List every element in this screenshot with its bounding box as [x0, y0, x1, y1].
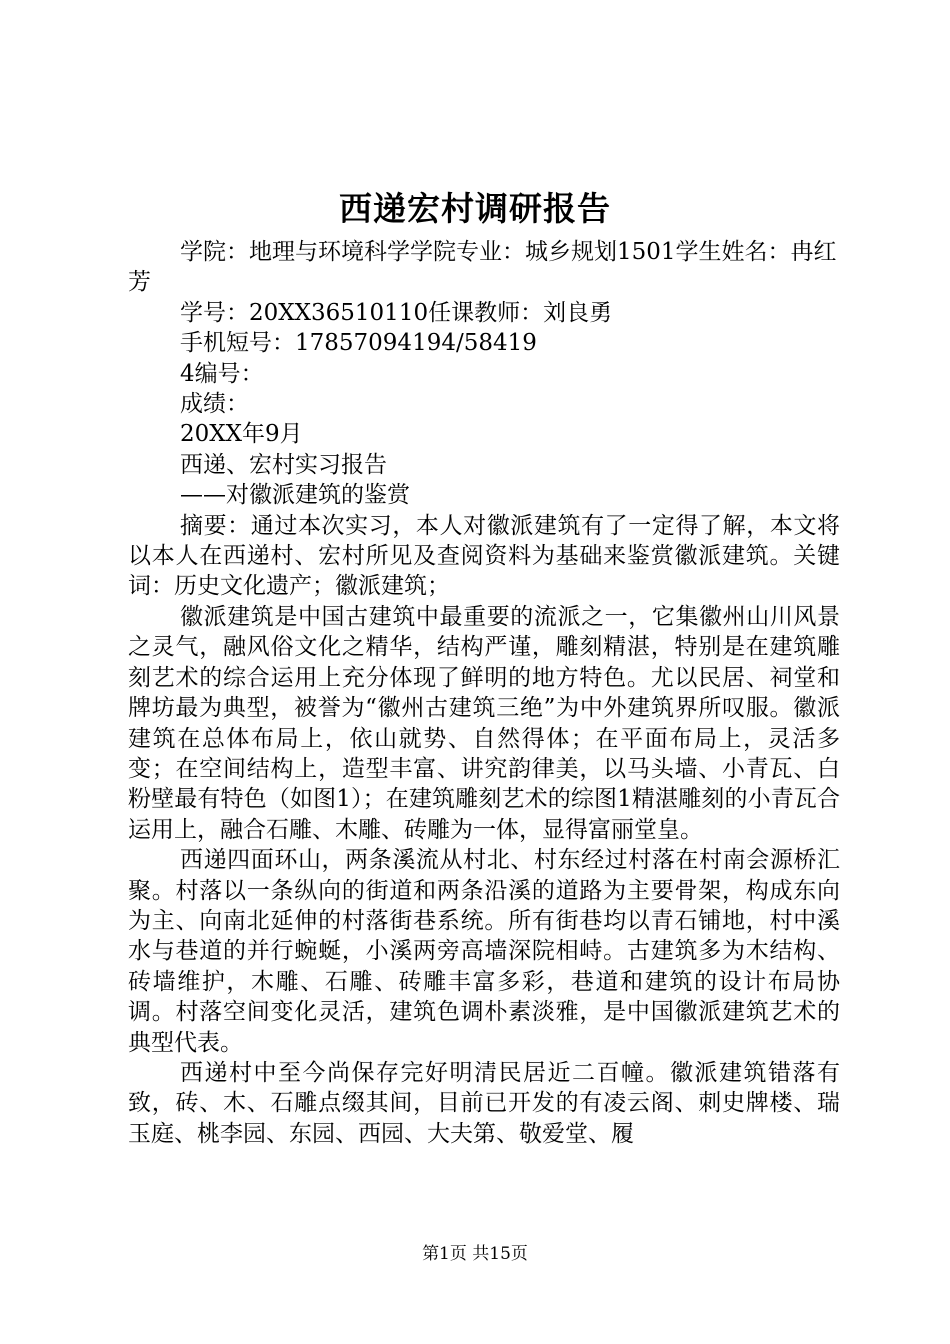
document-title: 西递宏村调研报告	[339, 189, 611, 228]
document-body	[128, 237, 840, 1149]
meta-line-phone: 手机短号：17857094194/58419	[180, 330, 537, 357]
meta-line-college: 学院：地理与环境科学学院专业：城乡规划1501学生姓名：冉红芳	[128, 239, 837, 296]
report-subtitle: 西递、宏村实习报告	[180, 451, 387, 478]
paragraph-xidi-layout: 西递四面环山，两条溪流从村北、村东经过村落在村南会源桥汇聚。村落以一条纵向的街道和两条沿溪的道路为主要骨架，构成东向为主、向南北延伸的村落街巷系统。所有街巷均以青石铺地，村中溪水与巷道的并行蜿蜒，小溪两旁高墙深院相峙。古建筑多为木结构、砖墙维护，木雕、石雕、砖雕丰富多彩，巷道和建筑的设计布局协调。村落空间变化灵活，建筑色调朴素淡雅，是中国徽派建筑艺术的典型代表。	[128, 847, 840, 1056]
paragraph-abstract: 摘要：通过本次实习，本人对徽派建筑有了一定得了解，本文将以本人在西递村、宏村所见及查阅资料为基础来鉴赏徽派建筑。关键词：历史文化遗产；徽派建筑；	[128, 512, 840, 600]
meta-line-date: 20XX年9月	[180, 421, 303, 448]
report-subheading: ——对徽派建筑的鉴赏	[180, 482, 410, 509]
page-footer: 第1页 共15页	[422, 1244, 528, 1264]
paragraph-xidi-dwellings: 西递村中至今尚保存完好明清民居近二百幢。徽派建筑错落有致，砖、木、石雕点缀其间，目前已开发的有凌云阁、刺史牌楼、瑞玉庭、桃李园、东园、西园、大夫第、敬爱堂、履	[128, 1059, 840, 1147]
meta-line-number: 4编号：	[180, 360, 264, 387]
meta-line-student-id: 学号：20XX36510110任课教师：刘良勇	[180, 299, 613, 326]
meta-line-grade: 成绩：	[180, 391, 249, 418]
paragraph-huipai-architecture: 徽派建筑是中国古建筑中最重要的流派之一，它集徽州山川风景之灵气，融风俗文化之精华，结构严谨，雕刻精湛，特别是在建筑雕刻艺术的综合运用上充分体现了鲜明的地方特色。尤以民居、祠堂和牌坊最为典型，被誉为“徽州古建筑三绝”为中外建筑界所叹服。徽派建筑在总体布局上，依山就势、自然得体；在平面布局上，灵活多变；在空间结构上，造型丰富、讲究韵律美，以马头墙、小青瓦、白粉壁最有特色（如图1）；在建筑雕刻艺术的综图1精湛雕刻的小青瓦合运用上，融合石雕、木雕、砖雕为一体，显得富丽堂皇。	[128, 603, 840, 843]
